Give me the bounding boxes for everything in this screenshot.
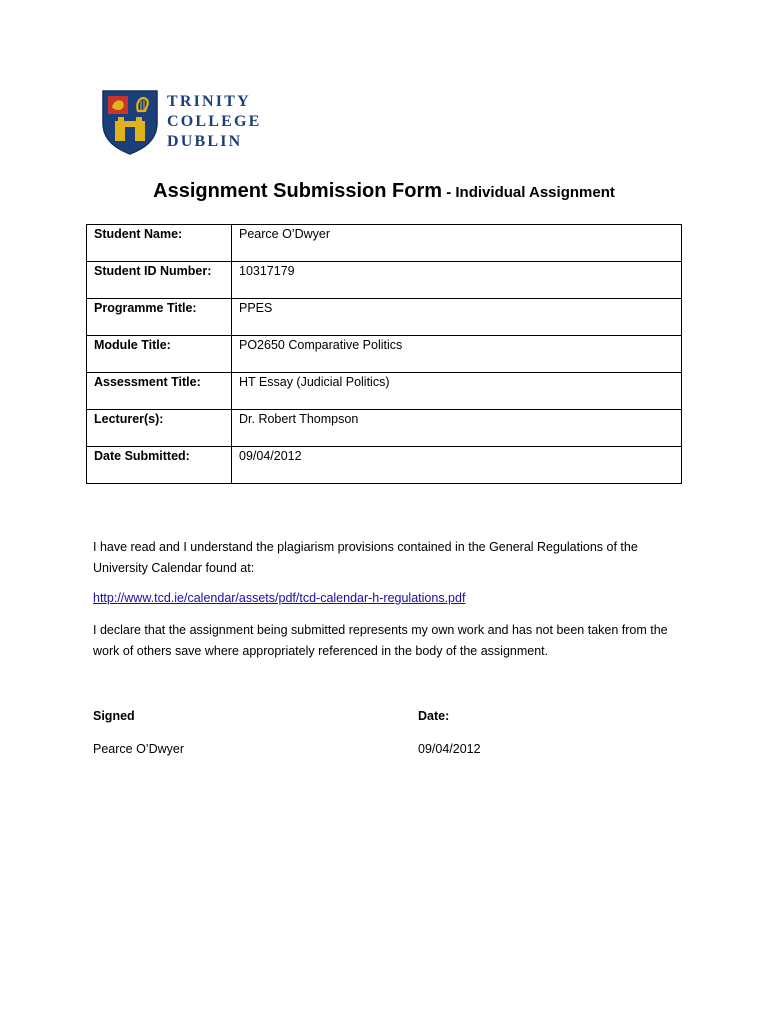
crest-icon	[101, 89, 159, 155]
field-value: Dr. Robert Thompson	[232, 410, 682, 447]
table-row	[87, 299, 682, 336]
logo-line: DUBLIN	[167, 133, 243, 150]
signed-label: Signed	[93, 709, 135, 723]
field-label: Programme Title:	[87, 299, 232, 336]
university-logo	[101, 89, 261, 155]
table-row	[87, 262, 682, 299]
date-value: 09/04/2012	[418, 742, 481, 756]
logo-wordmark	[167, 92, 262, 152]
page-title	[0, 180, 768, 203]
signed-value: Pearce O’Dwyer	[93, 742, 184, 756]
plagiarism-statement: I have read and I understand the plagiarism provisions contained in the General Regulations of the University Calendar found at:	[93, 540, 638, 575]
field-label: Student Name:	[87, 225, 232, 262]
declaration-statement: I declare that the assignment being submitted represents my own work and has not been taken from the work of others save where appropriately referenced in the body of the assignment.	[93, 623, 668, 658]
table-row	[87, 373, 682, 410]
field-value: HT Essay (Judicial Politics)	[232, 373, 682, 410]
student-info-table	[86, 224, 682, 484]
table-row	[87, 410, 682, 447]
field-value: 09/04/2012	[232, 447, 682, 484]
field-value: PPES	[232, 299, 682, 336]
field-label: Student ID Number:	[87, 262, 232, 299]
field-label: Lecturer(s):	[87, 410, 232, 447]
field-label: Date Submitted:	[87, 447, 232, 484]
table-row	[87, 336, 682, 373]
table-row	[87, 447, 682, 484]
field-value: 10317179	[232, 262, 682, 299]
field-value: Pearce O’Dwyer	[232, 225, 682, 262]
table-row	[87, 225, 682, 262]
title-main: Assignment Submission Form	[153, 180, 443, 202]
logo-line: COLLEGE	[167, 113, 262, 130]
field-value: PO2650 Comparative Politics	[232, 336, 682, 373]
date-label: Date:	[418, 709, 450, 723]
field-label: Assessment Title:	[87, 373, 232, 410]
title-sub: - Individual Assignment	[442, 184, 615, 201]
logo-line: TRINITY	[167, 93, 251, 110]
regulations-link-line	[93, 588, 683, 609]
regulations-link[interactable]: http://www.tcd.ie/calendar/assets/pdf/tcd-calendar-h-regulations.pdf	[93, 591, 466, 605]
field-label: Module Title:	[87, 336, 232, 373]
